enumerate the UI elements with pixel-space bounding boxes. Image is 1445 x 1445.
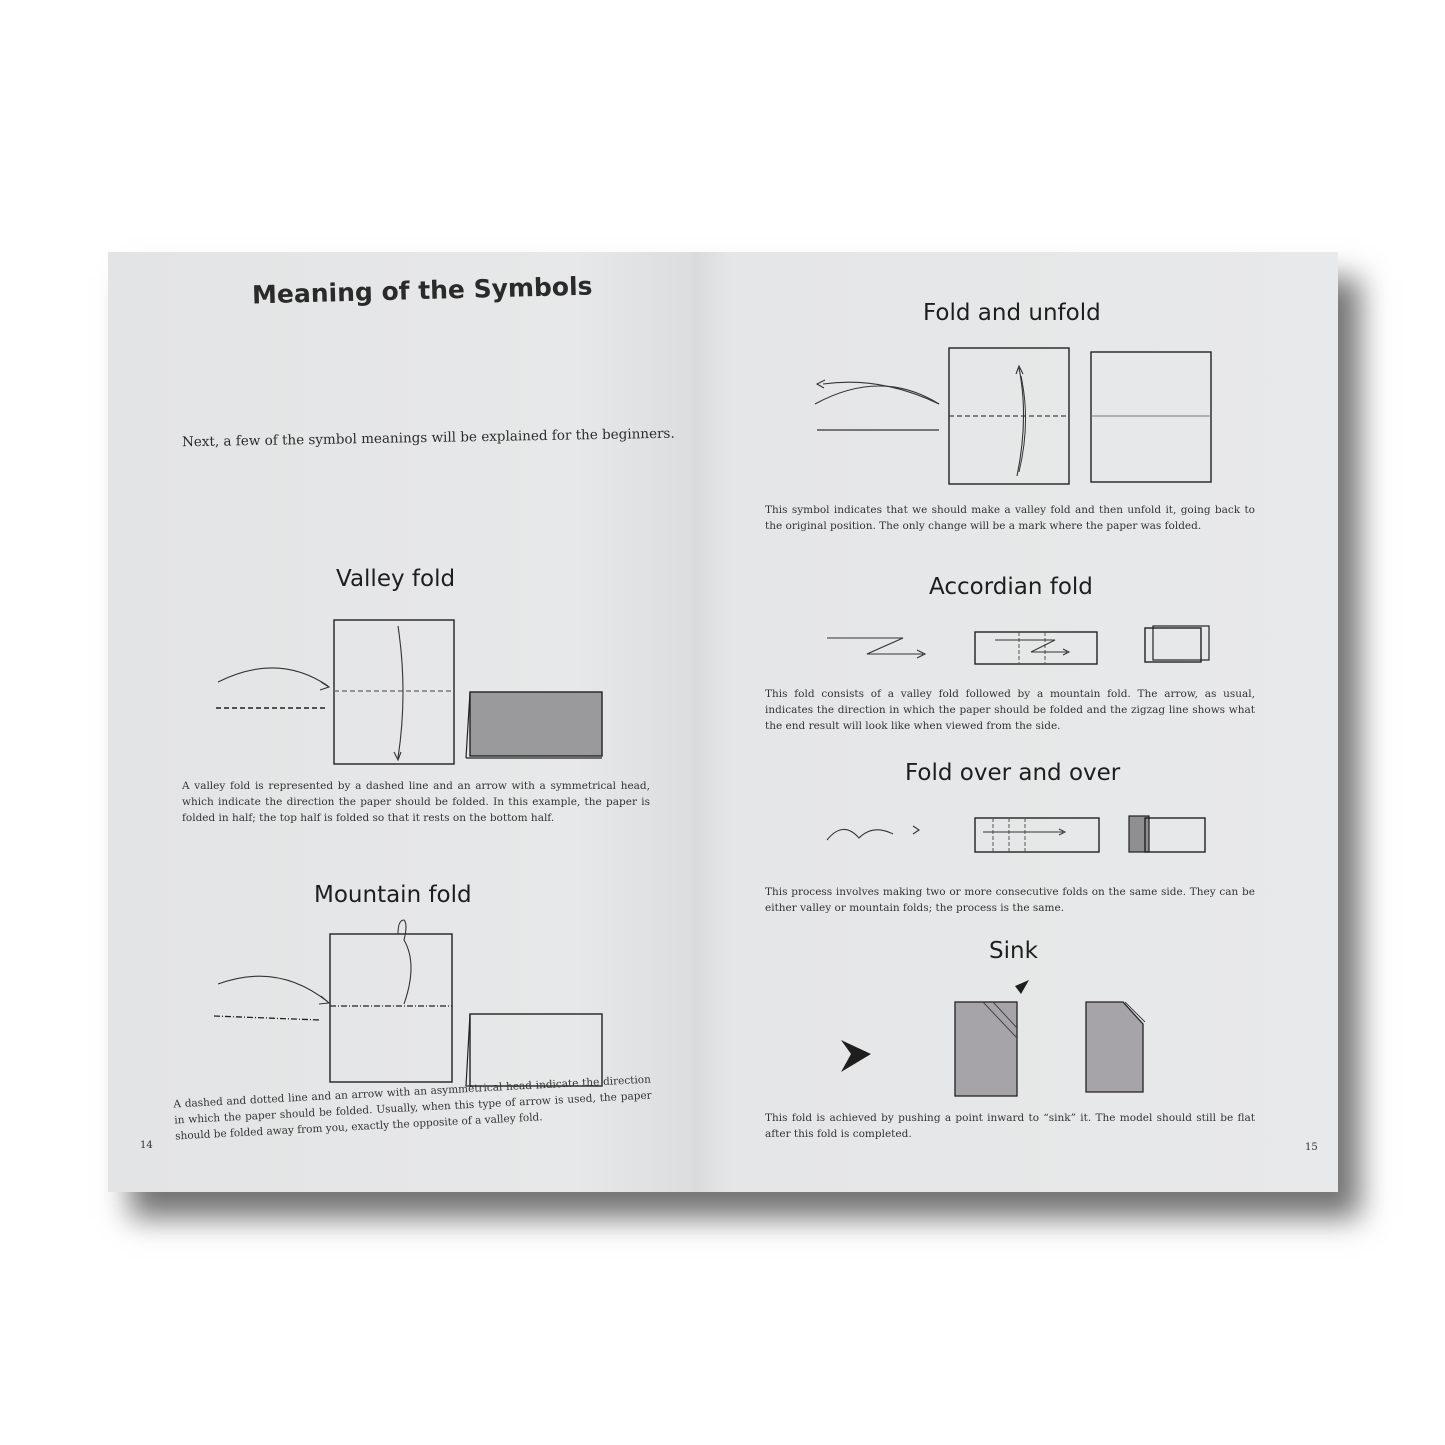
fold-and-unfold-diagram (811, 346, 1231, 488)
mountain-fold-diagram (208, 914, 638, 1094)
page-title: Meaning of the Symbols (251, 271, 593, 310)
valley-fold-description: A valley fold is represented by a dashed line and an arrow with a symmetrical head, which indicate the direction the paper should be folded. In this example, the paper is folded in half; the top half is folded so that it rests on the bottom half. (182, 780, 650, 824)
valley-fold-heading: Valley fold (336, 566, 456, 592)
fold-over-and-over-heading: Fold over and over (905, 760, 1121, 786)
fold-over-and-over-diagram (823, 810, 1223, 860)
page-number-left: 14 (140, 1140, 153, 1151)
intro-text: Next, a few of the symbol meanings will be explained for the beginners. (181, 425, 675, 451)
mountain-fold-description: A dashed and dotted line and an arrow with an asymmetrical head indicate the direction in which the paper should be folded. Usually, when this type of arrow is used, the paper should be folded away from you, exactly the opposite of a valley fold. (173, 1073, 652, 1143)
sink-description: This fold is achieved by pushing a point inward to “sink” it. The model should still be flat after this fold is completed. (765, 1112, 1255, 1140)
fold-over-and-over-description: This process involves making two or more consecutive folds on the same side. They can be either valley or mountain folds; the process is the same. (765, 886, 1255, 914)
fold-and-unfold-heading: Fold and unfold (923, 300, 1101, 326)
mountain-fold-heading: Mountain fold (314, 882, 472, 908)
sink-heading: Sink (989, 938, 1038, 964)
accordian-fold-heading: Accordian fold (929, 574, 1093, 600)
accordian-fold-diagram (823, 624, 1223, 672)
right-page (693, 252, 1338, 1192)
fold-and-unfold-description: This symbol indicates that we should make a valley fold and then unfold it, going back to the original position. The only change will be a mark where the paper was folded. (765, 504, 1255, 532)
valley-fold-diagram (208, 612, 638, 772)
left-page (108, 252, 693, 1192)
sink-diagram (833, 976, 1173, 1100)
book-spread (108, 252, 1338, 1192)
accordian-fold-description: This fold consists of a valley fold followed by a mountain fold. The arrow, as usual, indicates the direction in which the paper should be folded and the zigzag line shows what the end result will look like when viewed from the side. (765, 688, 1255, 732)
page-number-right: 15 (1305, 1142, 1318, 1153)
